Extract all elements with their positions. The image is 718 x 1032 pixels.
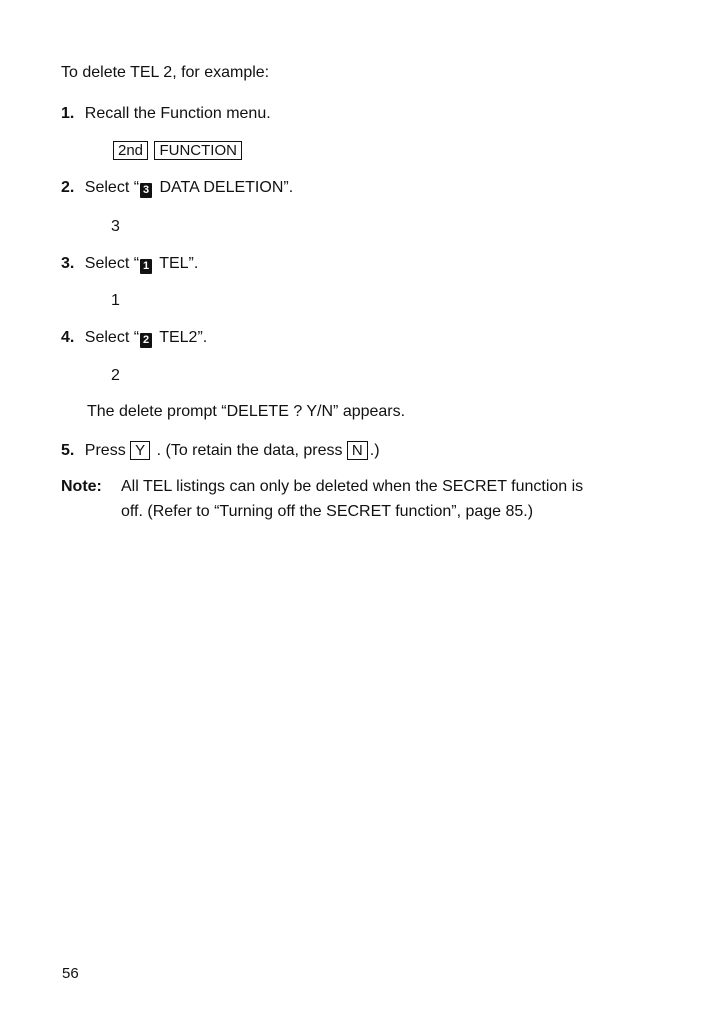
note-line-2: off. (Refer to “Turning off the SECRET function”, page 85.) <box>121 503 534 520</box>
step-text-middle: . (To retain the data, press <box>152 442 347 459</box>
step-number: 3. <box>61 255 75 272</box>
step-number: 5. <box>61 442 75 459</box>
note-line-1: All TEL listings can only be deleted when the SECRET function is <box>121 478 584 495</box>
menu-key-3: 3 <box>140 183 152 198</box>
input-key: 2 <box>111 367 120 384</box>
step-number: 4. <box>61 329 75 346</box>
intro-text: To delete TEL 2, for example: <box>61 64 270 81</box>
step-text-suffix: .) <box>369 442 380 459</box>
key-n: N <box>347 441 368 460</box>
step-number: 2. <box>61 179 75 196</box>
step-2 <box>61 179 293 198</box>
page-number: 56 <box>62 965 79 982</box>
step-text-suffix: DATA DELETION”. <box>155 179 294 196</box>
step-text-prefix: Select “ <box>84 255 140 272</box>
note-label <box>61 478 102 496</box>
key-sequence <box>113 141 244 160</box>
input-key: 1 <box>111 292 120 309</box>
step-1 <box>61 105 271 123</box>
menu-key-1: 1 <box>140 259 152 274</box>
key-y: Y <box>130 441 150 460</box>
note-label-text: Note: <box>61 478 102 495</box>
step-text: Recall the Function menu. <box>84 105 271 122</box>
step-text-prefix: Select “ <box>84 179 140 196</box>
step-text-prefix: Select “ <box>84 329 140 346</box>
step-text-suffix: TEL”. <box>155 255 199 272</box>
step-4 <box>61 329 207 348</box>
prompt-text: The delete prompt “DELETE ? Y/N” appears. <box>87 403 406 420</box>
menu-key-2: 2 <box>140 333 152 348</box>
step-number: 1. <box>61 105 75 122</box>
key-function: FUNCTION <box>154 141 242 160</box>
input-key: 3 <box>111 218 120 235</box>
step-5 <box>61 441 380 460</box>
key-2nd: 2nd <box>113 141 148 160</box>
step-text-prefix: Press <box>84 442 131 459</box>
step-3 <box>61 255 198 274</box>
step-text-suffix: TEL2”. <box>155 329 208 346</box>
